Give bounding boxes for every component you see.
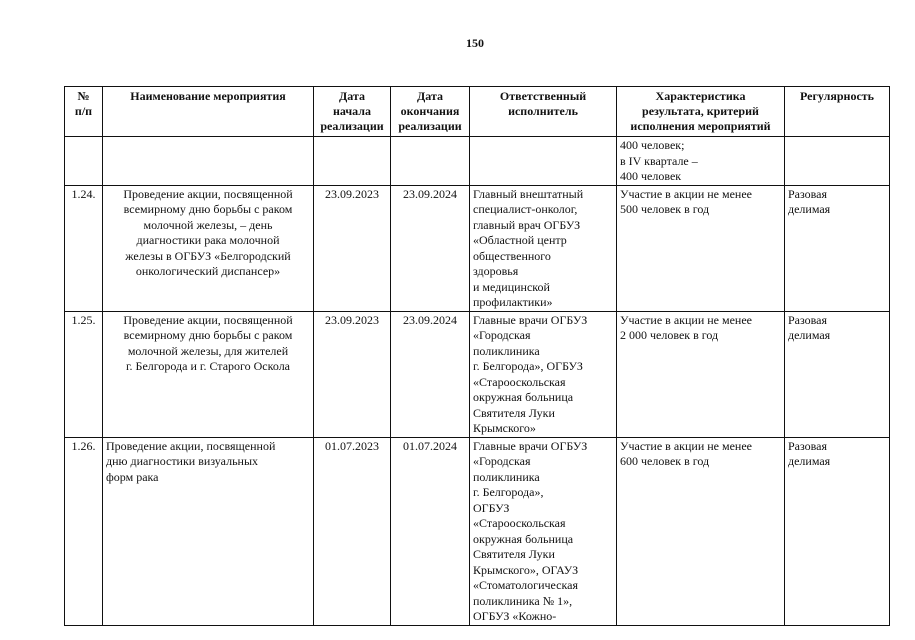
header-responsible: Ответственный исполнитель: [470, 87, 617, 137]
header-num: № п/п: [65, 87, 103, 137]
cell-result: Участие в акции не менее 2 000 человек в год: [617, 311, 785, 437]
cell-num: [65, 137, 103, 186]
cell-num: 1.25.: [65, 311, 103, 437]
cell-regularity: [785, 137, 890, 186]
cell-end-date: 23.09.2024: [391, 185, 470, 311]
table-row: [65, 311, 890, 437]
cell-result: Участие в акции не менее 500 человек в год: [617, 185, 785, 311]
page-number: 150: [466, 36, 484, 50]
cell-start-date: 01.07.2023: [314, 437, 391, 625]
cell-end-date: [391, 137, 470, 186]
table-row: [65, 437, 890, 625]
cell-name: Проведение акции, посвященной всемирному дню борьбы с раком молочной железы, – день диагностики рака молочной железы в ОГБУЗ «Белгородский онкологический диспансер»: [103, 185, 314, 311]
cell-result: Участие в акции не менее 600 человек в год: [617, 437, 785, 625]
cell-regularity: Разовая делимая: [785, 437, 890, 625]
cell-name: [103, 137, 314, 186]
cell-num: 1.26.: [65, 437, 103, 625]
cell-responsible: Главный внештатный специалист-онколог, главный врач ОГБУЗ «Областной центр общественного здоровья и медицинской профилактики»: [470, 185, 617, 311]
cell-responsible: [470, 137, 617, 186]
cell-end-date: 01.07.2024: [391, 437, 470, 625]
header-end-date: Дата окончания реализации: [391, 87, 470, 137]
header-regularity: Регулярность: [785, 87, 890, 137]
cell-regularity: Разовая делимая: [785, 185, 890, 311]
cell-start-date: 23.09.2023: [314, 311, 391, 437]
cell-regularity: Разовая делимая: [785, 311, 890, 437]
cell-result: 400 человек; в IV квартале – 400 человек: [617, 137, 785, 186]
cell-num: 1.24.: [65, 185, 103, 311]
header-result: Характеристика результата, критерий исполнения мероприятий: [617, 87, 785, 137]
table-row: [65, 185, 890, 311]
cell-responsible: Главные врачи ОГБУЗ «Городская поликлиника г. Белгорода», ОГБУЗ «Старооскольская окружная больница Святителя Луки Крымского»: [470, 311, 617, 437]
header-name: Наименование мероприятия: [103, 87, 314, 137]
cell-name: Проведение акции, посвященной дню диагностики визуальных форм рака: [103, 437, 314, 625]
cell-name: Проведение акции, посвященной всемирному дню борьбы с раком молочной железы, для жителей г. Белгорода и г. Старого Оскола: [103, 311, 314, 437]
cell-end-date: 23.09.2024: [391, 311, 470, 437]
table-header-row: [65, 87, 890, 137]
cell-responsible: Главные врачи ОГБУЗ «Городская поликлиника г. Белгорода», ОГБУЗ «Старооскольская окружная больница Святителя Луки Крымского», ОГАУЗ «Стоматологическая поликлиника № 1», ОГБУЗ «Кожно-: [470, 437, 617, 625]
cell-start-date: [314, 137, 391, 186]
events-table: [64, 86, 890, 626]
cell-start-date: 23.09.2023: [314, 185, 391, 311]
table-row-continuation: [65, 137, 890, 186]
header-start-date: Дата начала реализации: [314, 87, 391, 137]
